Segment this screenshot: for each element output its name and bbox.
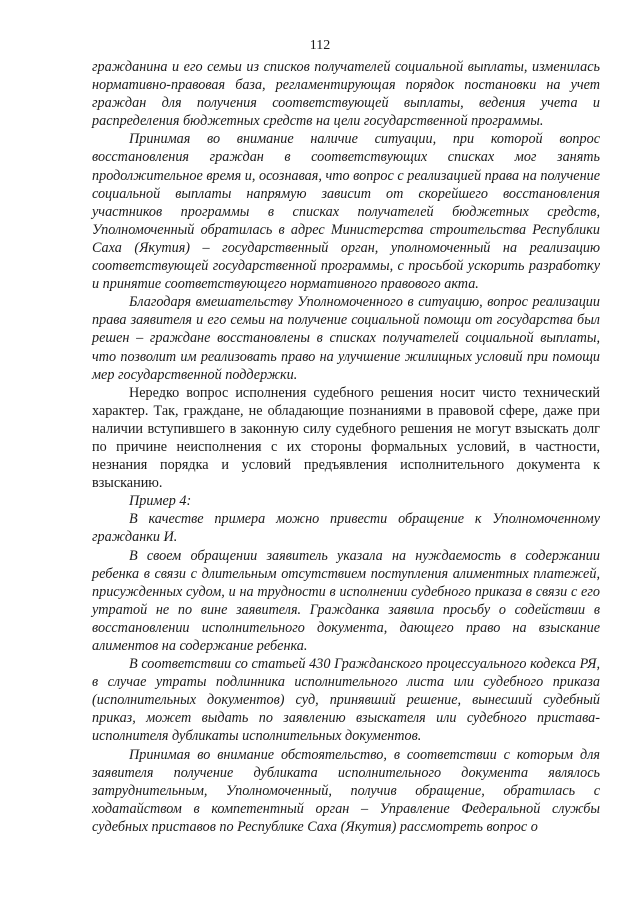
- page-number: 112: [309, 38, 331, 53]
- example-heading: Пример 4:: [129, 493, 192, 510]
- paragraph-continuation: гражданина и его семьи из списков получателей социальной выплаты, изменилась нормативно-правовая база, регламентирующая порядок постановки на учет граждан для получения соответствующей выплаты, ведения учета и распределения бюджетных средств на цели государственной программы.: [92, 59, 600, 130]
- paragraph-complaint: В своем обращении заявитель указала на нуждаемость в содержании ребенка в связи с длительным отсутствием поступления алиментных платежей, присужденных судом, и на трудности в исполнении судебного приказа в связи с его утратой не по вине заявителя. Гражданка заявила просьбу о содействии в восстановлении исполнительного документа, дающего право на взыскание алиментов на содержание ребенка.: [92, 547, 600, 654]
- paragraph-example-intro: В качестве примера можно привести обращение к Уполномоченному гражданки И.: [92, 511, 600, 546]
- paragraph-technical-issue: Нередко вопрос исполнения судебного решения носит чисто технический характер. Так, граждане, не обладающие познаниями в правовой сфере, даже при наличии вступившего в законную силу судебного решения не могут взыскать долг по причине неисполнения с их стороны формальных условий, в частности, незнания порядка и условий предъявления исполнительного документа к взысканию.: [92, 384, 600, 492]
- paragraph-ministry-appeal: Принимая во внимание наличие ситуации, при которой вопрос восстановления граждан в соответствующих списках мог занять продолжительное время и, осознавая, что вопрос с реализацией права на получение социальной выплаты напрямую зависит от скорейшего восстановления участников программы в списках получателей бюджетных средств, Уполномоченный обратилась в адрес Министерства строительства Республики Саха (Якутия) – государственный орган, уполномоченный на реализацию соответствующей государственной программы, с просьбой ускорить разработку и принятие соответствующего нормативного правового акта.: [92, 131, 600, 293]
- body-text: [92, 58, 600, 836]
- paragraph-petition: Принимая во внимание обстоятельство, в соответствии с которым для заявителя получение дубликата исполнительного документа являлось затруднительным, Уполномоченный, получив обращение, обратилась с ходатайством в компетентный орган – Управление Федеральной службы судебных приставов по Республике Саха (Якутия) рассмотреть вопрос о: [92, 746, 600, 835]
- paragraph-legal-basis: В соответствии со статьей 430 Гражданского процессуального кодекса РЯ, в случае утраты подлинника исполнительного листа или судебного приказа (исполнительных документов) суд, принявший решение, вынесший судебный приказ, может выдать по заявлению взыскателя или судебного пристава-исполнителя дубликаты исполнительных документов.: [92, 656, 600, 745]
- paragraph-resolution: Благодаря вмешательству Уполномоченного в ситуацию, вопрос реализации права заявителя и его семьи на получение социальной помощи от государства был решен – граждане восстановлены в списках получателей социальной выплаты, что позволит им реализовать право на улучшение жилищных условий при помощи мер государственной поддержки.: [92, 294, 600, 383]
